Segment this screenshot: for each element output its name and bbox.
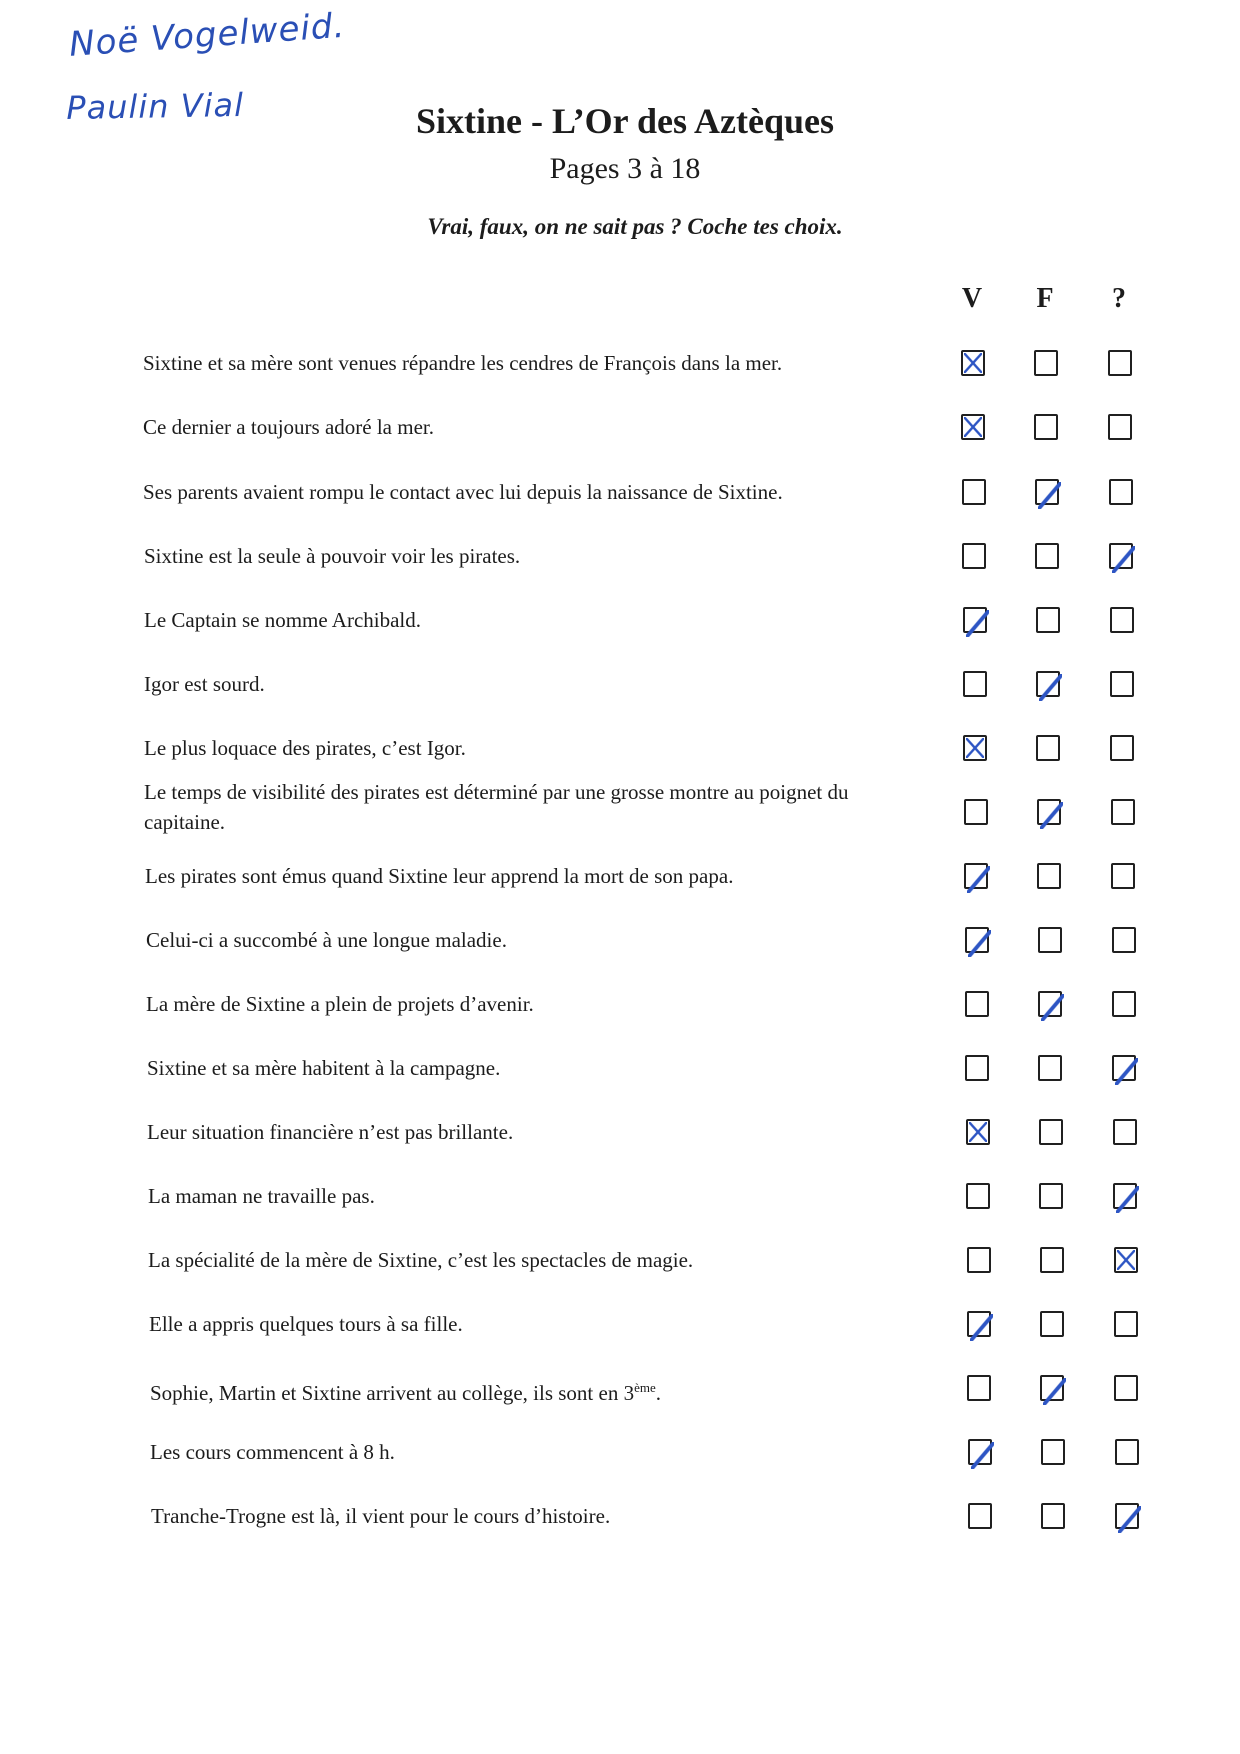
checkbox-unknown[interactable] xyxy=(1110,607,1134,633)
question-text: Elle a appris quelques tours à sa fille. xyxy=(149,1312,463,1336)
checkbox-vrai[interactable] xyxy=(968,1503,992,1529)
checkbox-vrai[interactable] xyxy=(966,1119,990,1145)
checkbox-unknown[interactable] xyxy=(1112,927,1136,953)
question-text: Le plus loquace des pirates, c’est Igor. xyxy=(144,736,466,760)
column-header-faux: F xyxy=(1036,283,1054,314)
checkbox-vrai[interactable] xyxy=(965,991,989,1017)
checkbox-vrai[interactable] xyxy=(963,735,987,761)
checkbox-faux[interactable] xyxy=(1040,1247,1064,1273)
checkbox-vrai[interactable] xyxy=(964,863,988,889)
question-text: Le Captain se nomme Archibald. xyxy=(144,608,422,632)
question-text: Celui-ci a succombé à une longue maladie. xyxy=(146,928,507,952)
checkbox-vrai[interactable] xyxy=(967,1247,991,1273)
checkbox-faux[interactable] xyxy=(1040,1311,1064,1337)
question-text: La spécialité de la mère de Sixtine, c’est les spectacles de magie. xyxy=(148,1248,694,1272)
checkbox-unknown[interactable] xyxy=(1108,350,1132,376)
checkbox-unknown[interactable] xyxy=(1113,1119,1137,1145)
checkbox-unknown[interactable] xyxy=(1109,543,1133,569)
page-range: Pages 3 à 18 xyxy=(549,152,701,185)
checkbox-vrai[interactable] xyxy=(963,607,987,633)
checkbox-vrai[interactable] xyxy=(961,414,985,440)
checkbox-unknown[interactable] xyxy=(1111,799,1135,825)
checkbox-unknown[interactable] xyxy=(1114,1247,1138,1273)
question-text: Sixtine est la seule à pouvoir voir les pirates. xyxy=(144,544,521,568)
checkbox-faux[interactable] xyxy=(1040,1375,1064,1401)
checkbox-faux[interactable] xyxy=(1035,479,1059,505)
page-title: Sixtine - L’Or des Aztèques xyxy=(415,101,835,141)
question-text: Igor est sourd. xyxy=(144,672,265,696)
checkbox-vrai[interactable] xyxy=(967,1375,991,1401)
checkbox-vrai[interactable] xyxy=(961,350,985,376)
column-header-vrai: V xyxy=(961,283,983,314)
question-text: Ses parents avaient rompu le contact avec lui depuis la naissance de Sixtine. xyxy=(143,480,783,504)
question-text: Leur situation financière n’est pas brillante. xyxy=(147,1120,514,1144)
checkbox-unknown[interactable] xyxy=(1111,863,1135,889)
checkbox-vrai[interactable] xyxy=(962,479,986,505)
checkbox-unknown[interactable] xyxy=(1112,991,1136,1017)
checkbox-unknown[interactable] xyxy=(1110,735,1134,761)
checkbox-unknown[interactable] xyxy=(1109,479,1133,505)
handwritten-name-2: Paulin Vial xyxy=(65,85,245,127)
checkbox-vrai[interactable] xyxy=(965,1055,989,1081)
question-text: Sixtine et sa mère habitent à la campagne. xyxy=(147,1056,501,1080)
checkbox-faux[interactable] xyxy=(1041,1503,1065,1529)
question-text: Sophie, Martin et Sixtine arrivent au collège, ils sont en 3ème. xyxy=(150,1380,661,1405)
checkbox-faux[interactable] xyxy=(1034,414,1058,440)
checkbox-vrai[interactable] xyxy=(963,671,987,697)
checkbox-unknown[interactable] xyxy=(1115,1439,1139,1465)
checkbox-faux[interactable] xyxy=(1034,350,1058,376)
checkbox-faux[interactable] xyxy=(1038,927,1062,953)
checkbox-faux[interactable] xyxy=(1041,1439,1065,1465)
instruction-text: Vrai, faux, on ne sait pas ? Coche tes choix. xyxy=(427,214,843,239)
checkbox-faux[interactable] xyxy=(1036,671,1060,697)
checkbox-faux[interactable] xyxy=(1036,607,1060,633)
checkbox-faux[interactable] xyxy=(1039,1183,1063,1209)
question-text: Les pirates sont émus quand Sixtine leur apprend la mort de son papa. xyxy=(145,864,734,888)
question-text: Tranche-Trogne est là, il vient pour le cours d’histoire. xyxy=(151,1504,611,1528)
checkbox-unknown[interactable] xyxy=(1108,414,1132,440)
question-text: Ce dernier a toujours adoré la mer. xyxy=(143,415,434,439)
question-text: La maman ne travaille pas. xyxy=(148,1184,375,1208)
checkbox-vrai[interactable] xyxy=(962,543,986,569)
column-header-unknown: ? xyxy=(1112,283,1126,314)
checkbox-unknown[interactable] xyxy=(1112,1055,1136,1081)
checkbox-faux[interactable] xyxy=(1037,799,1061,825)
checkbox-unknown[interactable] xyxy=(1115,1503,1139,1529)
checkbox-unknown[interactable] xyxy=(1114,1311,1138,1337)
checkbox-faux[interactable] xyxy=(1038,1055,1062,1081)
checkbox-vrai[interactable] xyxy=(968,1439,992,1465)
checkbox-vrai[interactable] xyxy=(965,927,989,953)
handwritten-name-1: Noë Vogelweid. xyxy=(67,5,347,65)
checkbox-vrai[interactable] xyxy=(964,799,988,825)
question-text: La mère de Sixtine a plein de projets d’avenir. xyxy=(146,992,534,1016)
checkbox-vrai[interactable] xyxy=(967,1311,991,1337)
question-text: Sixtine et sa mère sont venues répandre les cendres de François dans la mer. xyxy=(143,351,783,375)
checkbox-faux[interactable] xyxy=(1036,735,1060,761)
checkbox-unknown[interactable] xyxy=(1113,1183,1137,1209)
checkbox-faux[interactable] xyxy=(1035,543,1059,569)
checkbox-unknown[interactable] xyxy=(1110,671,1134,697)
checkbox-vrai[interactable] xyxy=(966,1183,990,1209)
checkbox-faux[interactable] xyxy=(1039,1119,1063,1145)
checkbox-faux[interactable] xyxy=(1038,991,1062,1017)
question-text: Le temps de visibilité des pirates est déterminé par une grosse montre au poignet du capitaine. xyxy=(144,780,849,834)
question-text: Les cours commencent à 8 h. xyxy=(150,1440,395,1464)
checkbox-faux[interactable] xyxy=(1037,863,1061,889)
checkbox-unknown[interactable] xyxy=(1114,1375,1138,1401)
